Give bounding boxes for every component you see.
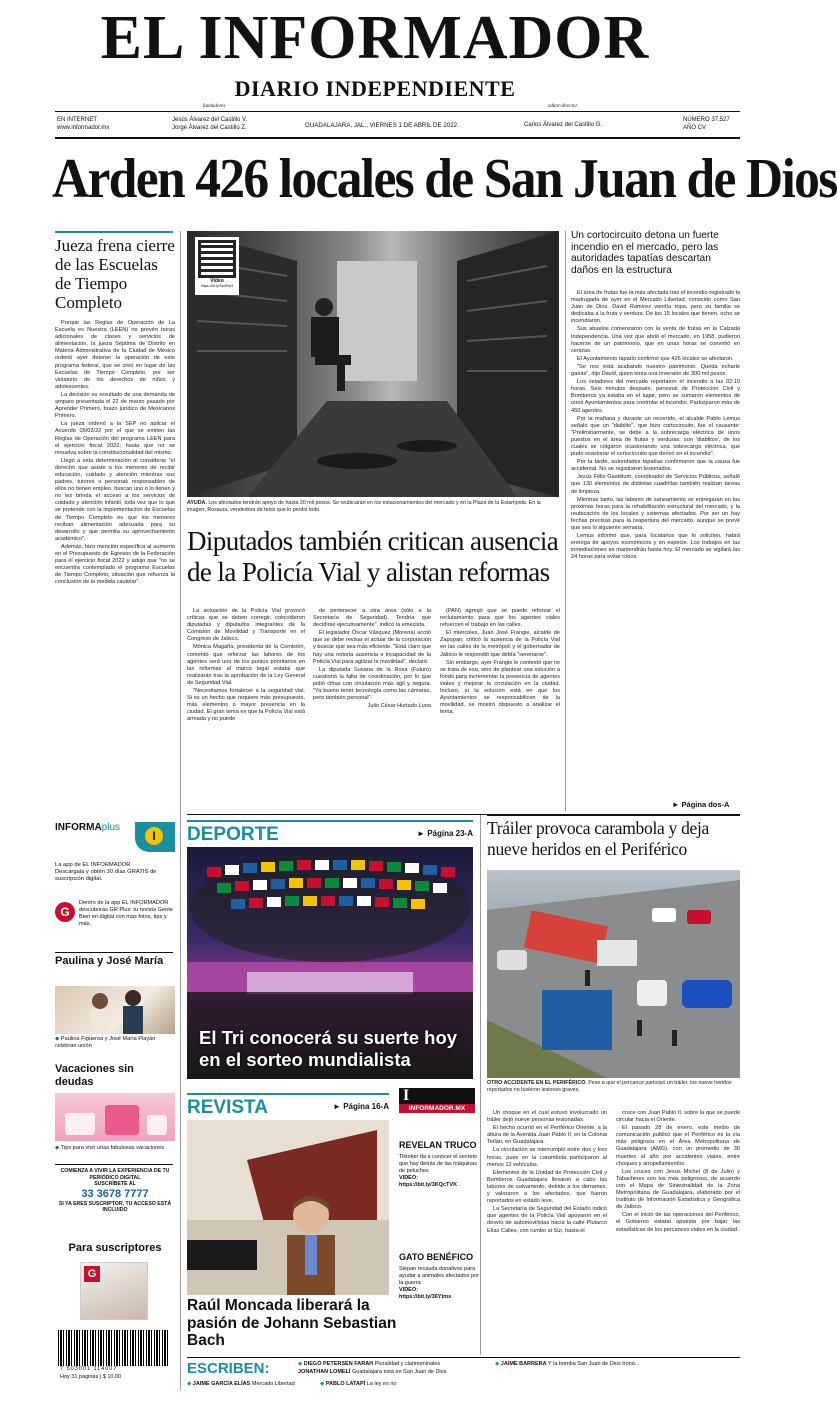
column-rule-bottom-right (480, 815, 481, 1355)
trailer-headline[interactable]: Tráiler provoca carambola y deja nueve heridos en el Periférico (487, 818, 710, 859)
column-rule-right (565, 231, 566, 811)
policia-col-3: (PAN) agregó que se puede reforzar el reclutamiento para que los agentes viales refuercen el trabajo en las calles. El miércoles, Juan José Frangie, alcalde de Zapopan, criticó la ausencia de la Policía Vial en las calles de la metrópoli y el gobernador de Jalisco le respondió que debía "serenarse". Sin embargo, ayer Frangie le contestó que no se trata de eso, sino de plantear una solución a fondo para incrementar la presencia de agentes viales y mejorar la circulación en la ciudad. Incluso, si la solución está en que los Ayuntamientos se responsabilicen de la movilidad, se mostró dispuesto a analizar el tema. (440, 608, 560, 716)
informador-mx-item-2[interactable]: GATO BENÉFICO Siepan recauda donativos para ayudar a animales afectados por la guerra VIDEO: https://bit.ly/36Ytms (399, 1252, 479, 1300)
revista-label: REVISTA (187, 1097, 268, 1118)
social-caption: ◆ Paulina Figueroa y José María Playán celebran unión (55, 1036, 156, 1049)
masthead-subtitle: DIARIO INDEPENDIENTE (234, 76, 516, 101)
photo-caption: AYUDA. Los afectados tendrán apoyo de hasta 20 mil pesos. Se reubicarán en los estacionamientos del mercado y en la Plaza de la Estampida. En la imagen, Rosaura, vendedora de tenis que lo perdió todo. (187, 500, 541, 513)
gplus-box[interactable] (55, 900, 175, 946)
masthead-director: Carlos Álvarez del Castillo G. (524, 122, 603, 128)
arrow-icon: ◆ (298, 1361, 303, 1367)
escriben-label: ESCRIBEN: (187, 1360, 270, 1377)
policia-col-1: La actuación de la Policía Vial provocó críticas que se deben corregir, coincidieron diputadas y diputados integrantes de la Comisión de Movilidad y Transporte en el Congreso de Jalisco. Mónica Magaña, presidenta de la Comisión, comentó que reforzar las labores de los agentes será uno de los puntos prioritarios en las reformas al marco legal estatal que realizarán tras la aprobación de la Ley General de Seguridad Vial. "Necesitamos fortalecer a la seguridad vial. Si es un hecho que requiere más presupuesto, más elementos o mayor presencia en la ciudad. El gran tema es que la Policía Vial está armada y no puede (187, 608, 305, 723)
escriben-item-4[interactable]: ◆ JAIME GARCÍA ELÍAS Mercado Libertad (187, 1381, 295, 1387)
vacation-illustration (55, 1093, 175, 1141)
column-rule-bottom-left (180, 820, 181, 1390)
masthead-founders-label: fundadores (203, 104, 226, 109)
market-fire-scene (187, 231, 559, 497)
revista-headline[interactable]: Raúl Moncada liberará la pasión de Johann Sebastian Bach (187, 1297, 397, 1349)
couple-illustration (55, 986, 175, 1034)
policia-headline[interactable]: Diputados también critican ausencia de la Policía Vial y alistan reformas (187, 526, 559, 587)
vacaciones-photo (55, 1093, 175, 1141)
informador-mx-label: INFORMADOR.MX (399, 1104, 475, 1113)
subscribe-phone[interactable]: 33 3678 7777 (81, 1187, 149, 1200)
informador-logo-icon (399, 1088, 475, 1104)
arrow-icon: ► (417, 829, 425, 838)
gplus-icon: G (55, 902, 75, 922)
vacaciones-caption: ◆ Tips para vivir unas fabulosas vacaciones (55, 1145, 165, 1151)
trailer-photo (487, 870, 740, 1078)
gplus-text: Dentro de la app EL INFORMADOR descubrirás GR Plus: tu revista Gente Bien en digital con más fotos, tips y más. (79, 900, 173, 927)
informa-plus-title: INFORMA (55, 822, 102, 833)
left-story-body: Porque las Reglas de Operación de La Escuela es Nuestra (LEEN) no prevén horas adicionales de clases y servicios de alimentación, la jueza Séptima de Distrito en Materia Administrativa de la Ciudad de México ordenó ayer detener la operación de este programa federal, que se creó en lugar de las Escuelas de Tiempo Completo, por ser violatorio de los derechos de niños y adolescentes. La decisión es resultado de una demanda de amparo presentada el 22 de marzo pasado por Aprender Primero, brazo jurídico de Mexicanos Primero. La jueza ordenó a la SEP no aplicar el Acuerdo 05/02/22 por el que se emiten las Reglas de Operación del programa LEEN para el ejercicio fiscal 2022, hasta que no se resuelva sobre la constitucionalidad del mismo. Llegó a esta determinación al considerar "el derecho que asiste a los menores de recibir educación, cuidado y atención mientras sus padres, tutores o personas responsables de ellos no tienen empleo, buscan uno o lo tienen y no les brinda el acceso a los servicios de cuidado y atención infantil, toda vez que lo que se pretende con la implementación de Escuelas de Tiempo Completo es que los menores reciban alimentación adecuada para su desarrollo y que permita su aprovechamiento académico". Además, hizo mención específica al aumento en el Presupuesto de Egresos de la Federación para el ejercicio fiscal 2022 y adujo que "no se encuentra contemplado el programa Escuelas de Tiempo Completo, situación que refuerza la conclusión de la medida cautelar". (55, 320, 175, 586)
vacaciones-headline[interactable]: Vacaciones sin deudas (55, 1063, 134, 1088)
escriben-item-3[interactable]: JONATHAN LOMELÍ Guadalajara está en San Juan de Dios (298, 1369, 447, 1375)
fire-story-body: El área de frutas fue la más afectada tras el incendio registrado la madrugada de ayer en el Mercado Libertad, conocido como San Juan de Dios. David Ramírez vendía ropa, pero su familia se dedicaba a la fruta y verdura. De los 15 locales que tienen, ocho se incendiaron. Sus abuelos comenzaron con la venta de frutas en la Calzada Independencia. Una vez que abrió el mercado, en 1958, pudieron hacerse de un patrimonio, que en unas horas se convirtió en cenizas. El Ayuntamiento tapatío confirmó que 426 locales se afectaron. "Se nos está acabando nuestro patrimonio. Queda echarle ganas", dijo David, quien tenía una inversión de 300 mil pesos. Los veladores del mercado reportaron el incendio a las 02:10 horas. Seis minutos después, personal de Protección Civil y Bomberos ya estaba en el lugar, pero se sumaron elementos de otros Ayuntamientos para controlar el incendio. Participaron más de 450 agentes. Por la mañana y durante un recorrido, el alcalde Pablo Lemus señaló que un "diablito", que hizo cortocircuito, fue el causante: "Preliminarmente, se debe a la sobrecarga eléctrica de unos puestos en el área de frutas y verduras: son 'diablitos', de los cuales se colgaron ocasionando una sobrecarga eléctrica, que pudo ocasionar el cortocircuito que derivó en el incendio". Por la tarde, autoridades tapatías confirmaron que la causa fue accidental. No se registraron lesionados. Jesús Félix Gastélum, coordinador de Servicios Públicos, señaló que 130 elementos de distintas cuadrillas también realizan tareas de limpieza. Mientras tanto, las labores de saneamiento se entregarán en las próximas horas para la rehabilitación estructural del mercado, y la reubicación de los locales y sistemas afectados. Por ser un hay fechas precisas para la reapertura del mercado, aunque se prevé que sea lo siguiente semana. Lemus informó que, para locatarios que lo soliciten, habrá entrega de apoyos económicos y en especie. Los trabajos en las inmediaciones se mantendrán hasta hoy. El mercado se vigilará las 24 horas para evitar robos. (571, 290, 740, 561)
pages-price: Hoy 31 páginas | $ 10.00 (60, 1374, 122, 1380)
informa-plus-text: La app de EL INFORMADOR Descárgala y obtén 30 días GRATIS de suscripción digital. (55, 862, 157, 883)
qr-url[interactable]: https://bit.ly/3kcR9z3 (200, 284, 234, 288)
arrow-icon: ► (672, 800, 680, 809)
policia-col-2: de pertenecer a otra área (sólo a la Secretaría de Seguridad). Tendría que decidirse ejecutivamente", indicó la emecista. El legislador Óscar Vásquez (Morena) acotó que se debe revisar el actuar de la corporación y buscar que sea más eficiente. "Está claro que hay una notoria ausencia e incapacidad de la Policía Vial para agilizar la movilidad", declaró. La diputada Susana de la Rosa (Futuro) cuestionó la falta de coordinación, por lo que pidió cifras con circulación más ágil y segura. "Ya bueno tener tecnología como las cámaras, pero también personal". Julio César Hurtado Luna (313, 608, 431, 710)
arrow-icon: ► (333, 1102, 341, 1111)
deporte-bar[interactable] (187, 820, 473, 846)
arrow-icon: ◆ (495, 1361, 500, 1367)
deporte-page[interactable]: ► Página 23-A (417, 829, 473, 838)
masthead-director-label: editor-director (548, 104, 578, 109)
escriben-rule (187, 1357, 740, 1358)
arrow-icon: ◆ (55, 1036, 60, 1042)
social-headline[interactable]: Paulina y José María (55, 955, 164, 967)
para-suscriptores[interactable]: Para suscriptores (68, 1242, 162, 1254)
masthead-rule-bottom (55, 137, 740, 139)
informador-mx-header[interactable]: I INFORMADOR.MX (399, 1088, 475, 1114)
subscribe-box[interactable]: COMIENZA A VIVIR LA EXPERIENCIA DE TU PERIÓDICO DIGITAL SUSCRÍBETE AL 33 3678 7777 SI YA ERES SUSCRIPTOR, TU ACCESO ESTÁ INCLUIDO (55, 1168, 175, 1214)
trailer-col-1: Un choque en el cual estuvo involucrado un tráiler dejó nueve personas lesionadas. El hecho ocurrió en el Periférico Oriente, a la altura de la Avenida Juan Pablo II, en la Colonia Tetlán, en Guadalajara. La circulación se interrumpió entre dos y tres horas, pues en la carambola participaron al menos 12 vehículos. Elementos de la Unidad de Protección Civil y Bomberos Guadalajara llevaron a cabo las labores de salvamento, debido a los derrames, y valoraron a los afectados, que fueron reportados en estado leve. La Secretaría de Seguridad del Estado indicó que agentes de la Policía Vial apoyaron en el desvío de automovilistas hacia la calle Plutarco Elías Calles, con rumbo al Sur, hasta el (487, 1110, 607, 1234)
informa-plus-badge: I (135, 822, 175, 852)
market-fire-photo (187, 231, 559, 497)
highway-crash-scene (487, 870, 740, 1078)
masthead-title: EL INFORMADOR (100, 4, 650, 72)
main-headline[interactable]: Arden 426 locales de San Juan de Dios (52, 148, 837, 210)
deporte-headline[interactable]: El Tri conocerá su suerte hoy en el sorteo mundialista (199, 1027, 458, 1070)
left-story-headline[interactable]: Jueza frena cierre de las Escuelas de Tiempo Completo (55, 236, 175, 312)
fire-story-deck[interactable]: Un cortocircuito detona un fuerte incendio en el mercado, pero las autoridades tapatías descartan daños en la estructura (571, 230, 719, 276)
column-rule-left (180, 231, 181, 821)
section-rule (187, 814, 740, 815)
social-rule (55, 952, 173, 953)
informa-plus-title-b: plus (101, 822, 121, 833)
deporte-photo (187, 847, 473, 1079)
escriben-item-5[interactable]: ◆ PABLO LATAPÍ La ley es no (320, 1381, 397, 1387)
masthead-rule-top (55, 111, 740, 112)
trailer-top-rule (487, 815, 740, 816)
escriben-item-2[interactable]: ◆ JAIME BARRERA Y la bomba San Juan de Dios tronó... (495, 1361, 640, 1367)
masthead-dateline: GUADALAJARA, JAL., VIERNES 1 DE ABRIL DE 2022 (305, 122, 458, 129)
revista-bar[interactable] (187, 1093, 389, 1119)
qr-code-icon (198, 240, 236, 278)
qr-code-box[interactable] (195, 237, 239, 295)
deporte-label: DEPORTE (187, 824, 279, 845)
revista-page[interactable]: ► Página 16-A (333, 1102, 389, 1111)
informa-plus-box[interactable] (55, 822, 175, 862)
barcode-number: 7 503001 114007 (60, 1366, 118, 1372)
gplus-logo-icon: G (84, 1266, 100, 1282)
left-story-top-rule (55, 231, 173, 233)
fire-story-jump[interactable]: ► Página dos-A (672, 800, 730, 809)
informador-mx-item-1[interactable]: REVELAN TRUCO Tiktoker da a conocer el secreto que hay detrás de las máquinas de peluches VIDEO: https://bit.ly/3KQcTVK (399, 1140, 478, 1188)
arrow-icon: ◆ (55, 1145, 60, 1151)
masthead-founders: Jesús Álvarez del Castillo V. Jorge Álvarez del Castillo Z. (172, 117, 248, 131)
wedding-photo (55, 986, 175, 1034)
arrow-icon: ◆ (320, 1381, 325, 1387)
arrow-icon: ◆ (187, 1381, 192, 1387)
revista-photo (187, 1120, 389, 1295)
escriben-item-1[interactable]: ◆ DIEGO PETERSEN FARAH Pluralidad y clarinominales (298, 1361, 441, 1367)
subscribe-rule (55, 1164, 173, 1165)
masthead-promo[interactable]: EN INTERNET www.informador.mx (57, 117, 110, 131)
masthead-issue: NÚMERO 37,527 AÑO CV (683, 117, 730, 131)
pianist-portrait (187, 1120, 389, 1295)
barcode (58, 1330, 168, 1366)
qr-label: Video (210, 278, 224, 284)
trailer-col-2: cruce con Juan Pablo II, sobre la que se puede circular hacia el Oriente. El pasado 28 de enero, este medio de comunicación publicó que el Periférico es la vía más peligrosa en el Área Metropolitana de Guadalajara (AMG), con un promedio de 30 muertes al año por accidentes viales, entre choques y atropellamientos. Los cruces con Jesús Michel (8 de Julio) y Tabachines son los más peligrosos, de acuerdo con el Mapa de Siniestralidad de la Zona Metropolitana de Guadalajara, elaborado por el Instituto de Información Estadística y Geográfica de Jalisco. Con el inicio de las operaciones del Periférico, el Gobierno estatal apuesta por bajar las estadísticas de los percances viales en la ciudad. (616, 1110, 740, 1233)
trailer-caption: OTRO ACCIDENTE EN EL PERIFÉRICO. Pese a que el percance participó un tráiler, los nueve heridos reportados no tuvieron lesiones graves. (487, 1080, 732, 1093)
suscriptores-magazine (80, 1262, 148, 1320)
